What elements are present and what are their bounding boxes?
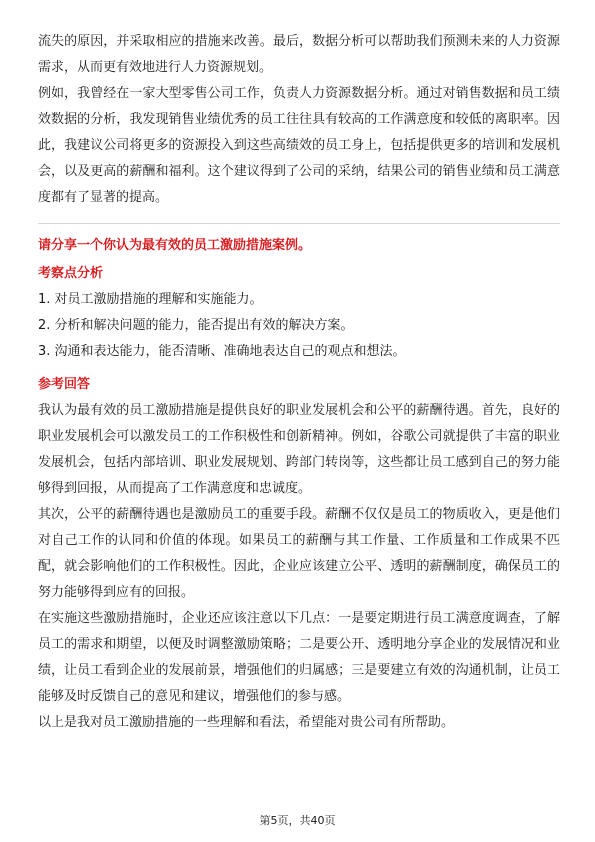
analysis-title: 考察点分析 bbox=[38, 266, 104, 281]
spacer bbox=[38, 365, 560, 375]
page-number: 第5页，共40页 bbox=[259, 814, 336, 827]
answer-paragraph-3: 在实施这些激励措施时，企业还应该注意以下几点：一是要定期进行员工满意度调查，了解员工的需求和期望，以便及时调整激励策略；二是要公开、透明地分享企业的发展情况和业绩，让员工看到企业的发展前景，增强他们的归属感；三是要建立有效的沟通机制，让员工能够及时反馈自己的意见和建议，增强他们的参与感。 bbox=[38, 611, 560, 704]
intro-paragraph-1: 流失的原因，并采取相应的措施来改善。最后，数据分析可以帮助我们预测未来的人力资源需求，从而更有效地进行人力资源规划。 bbox=[38, 34, 560, 75]
analysis-item-3: 3. 沟通和表达能力，能否清晰、准确地表达自己的观点和想法。 bbox=[38, 344, 406, 359]
analysis-item-2: 2. 分析和解决问题的能力，能否提出有效的解决方案。 bbox=[38, 318, 354, 333]
analysis-item-1: 1. 对员工激励措施的理解和实施能力。 bbox=[38, 292, 263, 307]
answer-paragraph-2: 其次，公平的薪酬待遇也是激励员工的重要手段。薪酬不仅仅是员工的物质收入，更是他们对自己工作的认同和价值的体现。如果员工的薪酬与其工作量、工作质量和工作成果不匹配，就会影响他们的工作积极性。因此，企业应该建立公平、透明的薪酬制度，确保员工的努力能够得到应有的回报。 bbox=[38, 507, 560, 600]
intro-paragraph-2: 例如，我曾经在一家大型零售公司工作，负责人力资源数据分析。通过对销售数据和员工绩效数据的分析，我发现销售业绩优秀的员工往往具有较高的工作满意度和较低的离职率。因此，我建议公司将更多的资源投入到这些高绩效的员工身上，包括提供更多的培训和发展机会，以及更高的薪酬和福利。这个建议得到了公司的采纳，结果公司的销售业绩和员工满意度都有了显著的提高。 bbox=[38, 86, 560, 205]
document-page bbox=[38, 29, 560, 736]
answer-paragraph-1: 我认为最有效的员工激励措施是提供良好的职业发展机会和公平的薪酬待遇。首先，良好的职业发展机会可以激发员工的工作积极性和创新精神。例如，谷歌公司就提供了丰富的职业发展机会，包括内部培训、职业发展规划、跨部门转岗等，这些都让员工感到自己的努力能够得到回报，从而提高了工作满意度和忠诚度。 bbox=[38, 403, 560, 496]
analysis-section bbox=[38, 264, 560, 365]
answer-section bbox=[38, 375, 560, 736]
answer-paragraph-4: 以上是我对员工激励措施的一些理解和看法，希望能对贵公司有所帮助。 bbox=[38, 715, 455, 730]
section-divider bbox=[38, 223, 560, 224]
answer-title: 参考回答 bbox=[38, 377, 91, 392]
interview-question: 请分享一个你认为最有效的员工激励措施案例。 bbox=[38, 238, 312, 253]
